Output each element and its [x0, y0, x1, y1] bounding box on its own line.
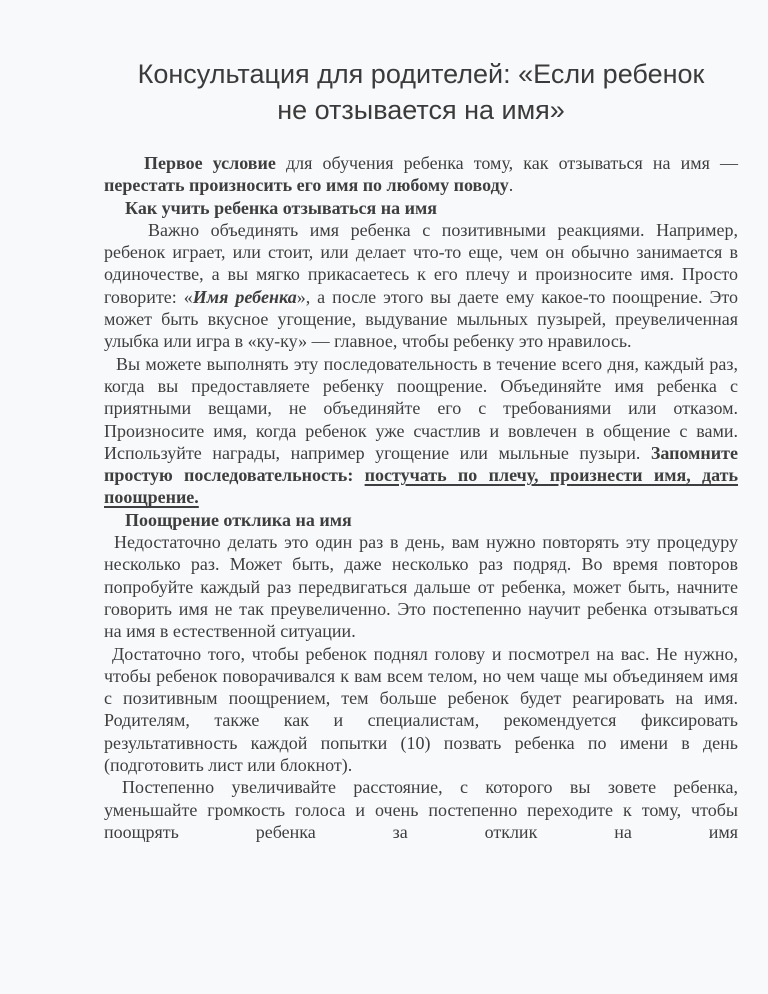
text-run: Вы можете выполнять эту последовательность в течение всего дня, каждый раз, когда вы предоставляете ребенку поощрение. Объединяйте имя ребенка с приятными вещами, не объединяйте его с требованиями или отказом. Произносите имя, когда ребенок уже счастлив и вовлечен в общение с вами. Используйте награды, например угощение или мыльные пузыри. [104, 353, 738, 463]
text-run: Недостаточно делать это один раз в день, вам нужно повторять эту процедуру несколько раз. Может быть, даже несколько раз подряд. Во время повторов попробуйте каждый раз передвигаться дальше от ребенка, может быть, начните говорить имя не так преувеличенно. Это постепенно научит ребенка отзываться на имя в естественной ситуации. [104, 532, 738, 642]
text-run: . [508, 175, 514, 196]
text-run: », а после этого вы даете ему какое-то поощрение. Это может быть вкусное угощение, выдувание мыльных пузырей, преувеличенная улыбка или игра в «ку-ку» — главное, чтобы ребенку это нравилось. [104, 286, 738, 352]
paragraph-repeat-procedure [104, 531, 738, 642]
text-run: для обучения ребенка тому, как отзываться на имя — [275, 153, 738, 173]
text-run: Достаточно того, чтобы ребенок поднял голову и посмотрел на вас. Не нужно, чтобы ребенок поворачивался к вам всем телом, но чем чаще мы объединяем имя с позитивным поощрением, тем больше ребенок будет реагировать на имя. Родителям, также как и специалистам, рекомендуется фиксировать результативность каждой попытки (10) позвать ребенка по имени в день (подготовить лист или блокнот). [104, 643, 738, 776]
text-run: Первое условие [144, 153, 276, 173]
text-run: Постепенно увеличивайте расстояние, с которого вы зовете ребенка, уменьшайте громкость голоса и очень постепенно переходите к тому, чтобы поощрять ребенка за отклик на имя [104, 777, 738, 842]
document-body [104, 152, 738, 843]
text-run: Поощрение отклика на имя [125, 509, 352, 530]
text-run: Как учить ребенка отзываться на имя [125, 197, 437, 218]
text-run: постучать по плечу, произнести имя, дать поощрение. [104, 465, 738, 508]
paragraph-increase-distance [104, 776, 738, 843]
page-title-line-2: не отзывается на имя» [277, 95, 565, 125]
paragraph-enough-to-look [104, 643, 738, 777]
text-run: Имя ребенка [192, 286, 297, 307]
text-run: Запомните простую последовательность: [104, 442, 738, 486]
heading-rewarding-response [104, 509, 738, 531]
paragraph-pairing-name-with-positive [104, 219, 738, 353]
paragraph-first-condition [104, 152, 738, 197]
page-title [104, 56, 738, 128]
heading-how-to-teach [104, 197, 738, 219]
paragraph-sequence-reminder [104, 353, 738, 509]
text-run: перестать произносить его имя по любому поводу [104, 175, 509, 196]
page-title-line-1: Консультация для родителей: «Если ребенок [137, 59, 705, 89]
text-run: Важно объединять имя ребенка с позитивными реакциями. Например, ребенок играет, или стоит, или делает что-то еще, чем он обычно занимается в одиночестве, а вы мягко прикасаетесь к его плечу и произносите имя. Просто говорите: « [104, 219, 738, 307]
